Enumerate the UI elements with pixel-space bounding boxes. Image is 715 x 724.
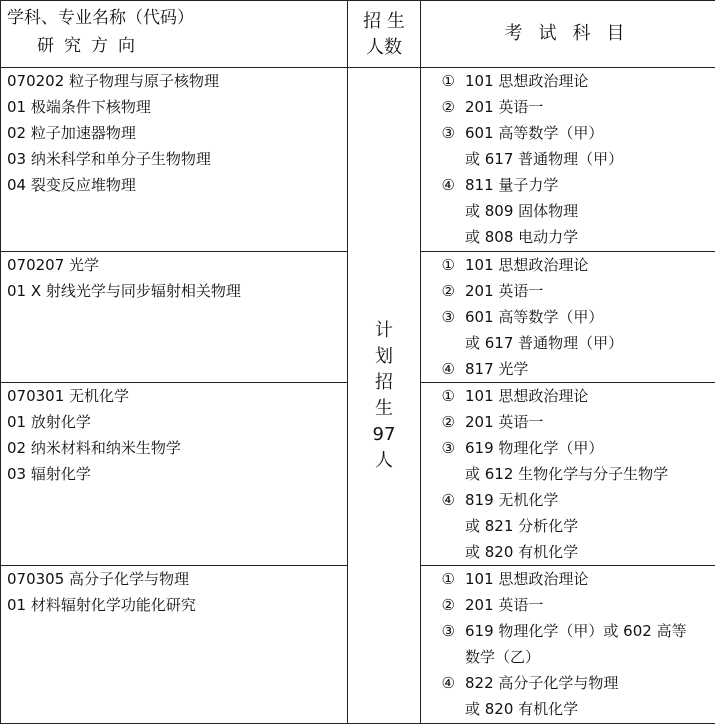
header-enrollment-line1: 招 生 (363, 11, 405, 32)
subject-number: ① (441, 570, 455, 588)
subjects-cell (421, 252, 715, 383)
subject-item (421, 94, 715, 120)
subject-text: 101 思想政治理论 (465, 570, 589, 588)
header-row (1, 1, 715, 68)
plan-char: 划 (375, 345, 393, 367)
major-row (1, 68, 715, 252)
subject-alternative: 数学（乙） (465, 648, 541, 666)
subject-item (421, 356, 715, 382)
subject-item (421, 409, 715, 435)
subject-item (421, 304, 715, 330)
plan-char: 97 (372, 423, 396, 445)
subjects-cell (421, 383, 715, 566)
subject-item (421, 278, 715, 304)
subject-text: 201 英语一 (465, 596, 544, 614)
direction-item: 02 纳米材料和纳米生物学 (7, 439, 181, 457)
subject-number: ② (441, 282, 455, 300)
subject-item (421, 172, 715, 198)
subject-text: 601 高等数学（甲） (465, 124, 604, 142)
direction-item: 03 辐射化学 (7, 465, 91, 483)
subject-number: ③ (441, 622, 455, 640)
subject-text: 601 高等数学（甲） (465, 308, 604, 326)
subject-number: ④ (441, 176, 455, 194)
header-exam-subjects: 考试科目 (421, 1, 715, 68)
direction-item: 01 放射化学 (7, 413, 91, 431)
subject-number: ① (441, 256, 455, 274)
direction-item: 01 极端条件下核物理 (7, 98, 151, 116)
direction-item: 04 裂变反应堆物理 (7, 176, 136, 194)
major-title: 070305 高分子化学与物理 (7, 570, 190, 588)
subject-text: 619 物理化学（甲）或 602 高等 (465, 622, 687, 640)
major-cell (1, 252, 348, 383)
subject-text: 101 思想政治理论 (465, 387, 589, 405)
subject-number: ④ (441, 491, 455, 509)
subject-alternative: 或 821 分析化学 (465, 517, 579, 535)
subject-alternative: 或 617 普通物理（甲） (465, 150, 624, 168)
subject-item (421, 252, 715, 278)
direction-item: 02 粒子加速器物理 (7, 124, 136, 142)
header-direction-title: 研究方向 (37, 36, 145, 56)
subject-number: ① (441, 387, 455, 405)
direction-item: 03 纳米科学和单分子生物物理 (7, 150, 211, 168)
header-major (1, 1, 348, 68)
subject-number: ① (441, 72, 455, 90)
major-cell (1, 383, 348, 566)
plan-char: 生 (375, 397, 393, 419)
subject-text: 201 英语一 (465, 282, 544, 300)
subject-number: ④ (441, 360, 455, 378)
subjects-cell (421, 68, 715, 252)
subject-item (421, 566, 715, 592)
subject-alternative: 或 820 有机化学 (465, 543, 579, 561)
subject-alternative: 或 808 电动力学 (465, 228, 579, 246)
subject-item (421, 618, 715, 644)
subject-alternative: 或 617 普通物理（甲） (465, 334, 624, 352)
subject-number: ③ (441, 124, 455, 142)
subject-text: 822 高分子化学与物理 (465, 674, 619, 692)
subject-number: ② (441, 413, 455, 431)
subject-item (421, 383, 715, 409)
direction-item: 01 材料辐射化学功能化研究 (7, 596, 196, 614)
plan-char: 计 (375, 319, 393, 341)
major-cell (1, 566, 348, 724)
subject-text: 811 量子力学 (465, 176, 559, 194)
subject-text: 201 英语一 (465, 98, 544, 116)
header-enrollment-line2: 人数 (366, 37, 402, 58)
subject-number: ② (441, 98, 455, 116)
major-title: 070207 光学 (7, 256, 100, 274)
subject-item (421, 592, 715, 618)
plan-char: 招 (375, 371, 393, 393)
subject-alternative: 或 820 有机化学 (465, 700, 579, 718)
header-enrollment (348, 1, 421, 68)
subject-item (421, 435, 715, 461)
major-title: 070202 粒子物理与原子核物理 (7, 72, 220, 90)
subject-alternative: 或 809 固体物理 (465, 202, 579, 220)
header-major-title: 学科、专业名称（代码） (7, 8, 194, 28)
subject-number: ② (441, 596, 455, 614)
subject-item (421, 120, 715, 146)
plan-char: 人 (375, 449, 393, 471)
subject-item (421, 670, 715, 696)
subject-number: ③ (441, 308, 455, 326)
subject-number: ③ (441, 439, 455, 457)
subject-text: 819 无机化学 (465, 491, 559, 509)
subject-alternative: 或 612 生物化学与分子生物学 (465, 465, 669, 483)
subject-text: 817 光学 (465, 360, 529, 378)
major-cell (1, 68, 348, 252)
major-title: 070301 无机化学 (7, 387, 130, 405)
subject-item (421, 487, 715, 513)
subject-text: 101 思想政治理论 (465, 256, 589, 274)
subject-item (421, 68, 715, 94)
subject-number: ④ (441, 674, 455, 692)
subject-text: 201 英语一 (465, 413, 544, 431)
subject-text: 619 物理化学（甲） (465, 439, 604, 457)
subject-text: 101 思想政治理论 (465, 72, 589, 90)
plan-cell (348, 68, 421, 724)
subjects-cell (421, 566, 715, 724)
direction-item: 01 X 射线光学与同步辐射相关物理 (7, 282, 241, 300)
